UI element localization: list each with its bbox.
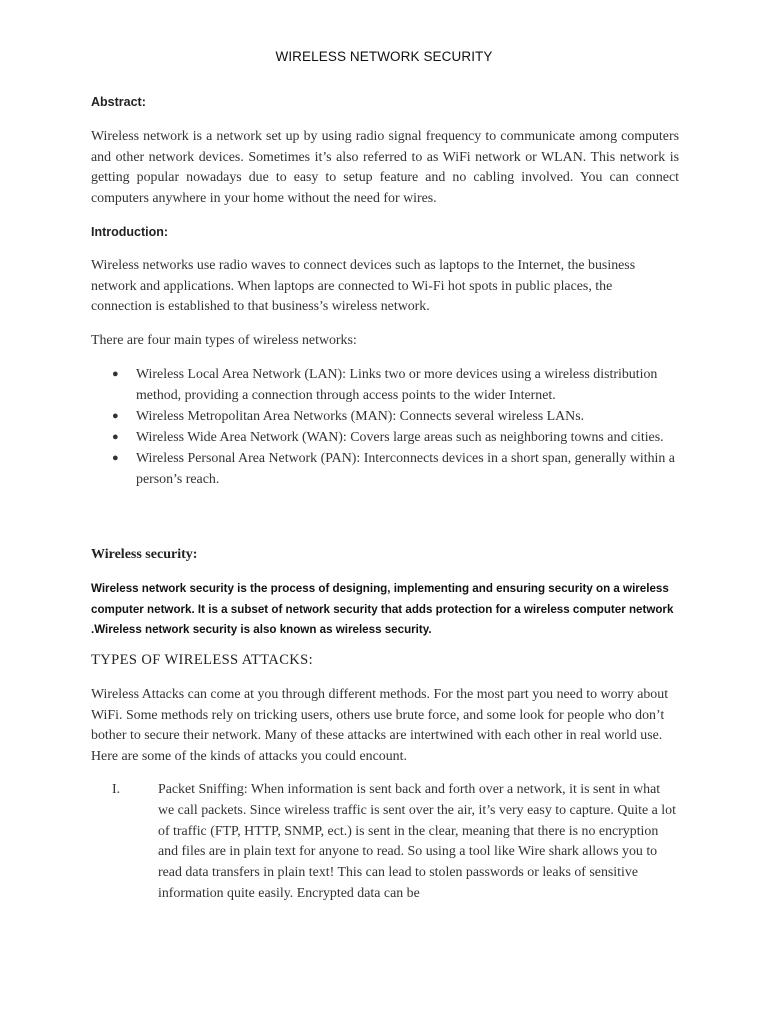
list-number: I. — [112, 782, 121, 797]
network-type-text: Wireless Metropolitan Area Networks (MAN): Connects several wireless LANs. — [136, 409, 585, 424]
list-item — [91, 448, 681, 490]
list-item — [91, 364, 681, 406]
network-types-list — [91, 364, 681, 490]
abstract-heading: Abstract: — [91, 95, 146, 109]
attacks-text: Wireless Attacks can come at you through different methods. For the most part you need to worry about WiFi. Some methods rely on tricking users, others use brute force, and some look for people who don’t bother to secure their network. Many of these attacks are intertwined with each other in real world use. Here are some of the kinds of attacks you could encount. — [91, 687, 669, 764]
introduction-heading: Introduction: — [91, 225, 169, 239]
attacks-heading: TYPES OF WIRELESS ATTACKS: — [91, 652, 314, 668]
network-types-intro: There are four main types of wireless networks: — [91, 333, 357, 348]
bullet-icon: ● — [112, 431, 119, 443]
wireless-security-heading: Wireless security: — [91, 547, 198, 562]
bullet-icon: ● — [112, 368, 119, 380]
list-item — [91, 406, 681, 427]
bullet-icon: ● — [112, 410, 119, 422]
network-type-text: Wireless Wide Area Network (WAN): Covers large areas such as neighboring towns and cities. — [136, 430, 664, 445]
introduction-text: Wireless networks use radio waves to connect devices such as laptops to the Internet, the business network and applications. When laptops are connected to Wi-Fi hot spots in public places, the connection is established to that business’s wireless network. — [91, 258, 636, 314]
network-type-text: Wireless Personal Area Network (PAN): Interconnects devices in a short span, generally within a person’s reach. — [136, 451, 675, 487]
bullet-icon: ● — [112, 452, 119, 464]
packet-sniffing-text: Packet Sniffing: When information is sent back and forth over a network, it is sent in what we call packets. Since wireless traffic is sent over the air, it’s very easy to capture. Quite a lot of traffic (FTP, HTTP, SNMP, ect.) is sent in the clear, meaning that there is no encryption and files are in plain text for anyone to read. So using a tool like Wire shark allows you to read data transfers in plain text! This can lead to stolen passwords or leaks of sensitive information quite easily. Encrypted data can be — [158, 782, 676, 901]
list-item — [91, 427, 681, 448]
network-type-text: Wireless Local Area Network (LAN): Links two or more devices using a wireless distribution method, providing a connection through access points to the wider Internet. — [136, 367, 658, 403]
wireless-security-text: Wireless network security is the process of designing, implementing and ensuring security on a wireless computer network. It is a subset of network security that adds protection for a wireless computer network .Wireless network security is also known as wireless security. — [91, 582, 674, 636]
abstract-text: Wireless network is a network set up by using radio signal frequency to communicate among computers and other network devices. Sometimes it’s also referred to as WiFi network or WLAN. This network is getting popular nowadays due to easy to setup feature and no cabling involved. You can connect computers anywhere in your home without the need for wires. — [91, 129, 679, 206]
document-title: WIRELESS NETWORK SECURITY — [275, 49, 493, 64]
